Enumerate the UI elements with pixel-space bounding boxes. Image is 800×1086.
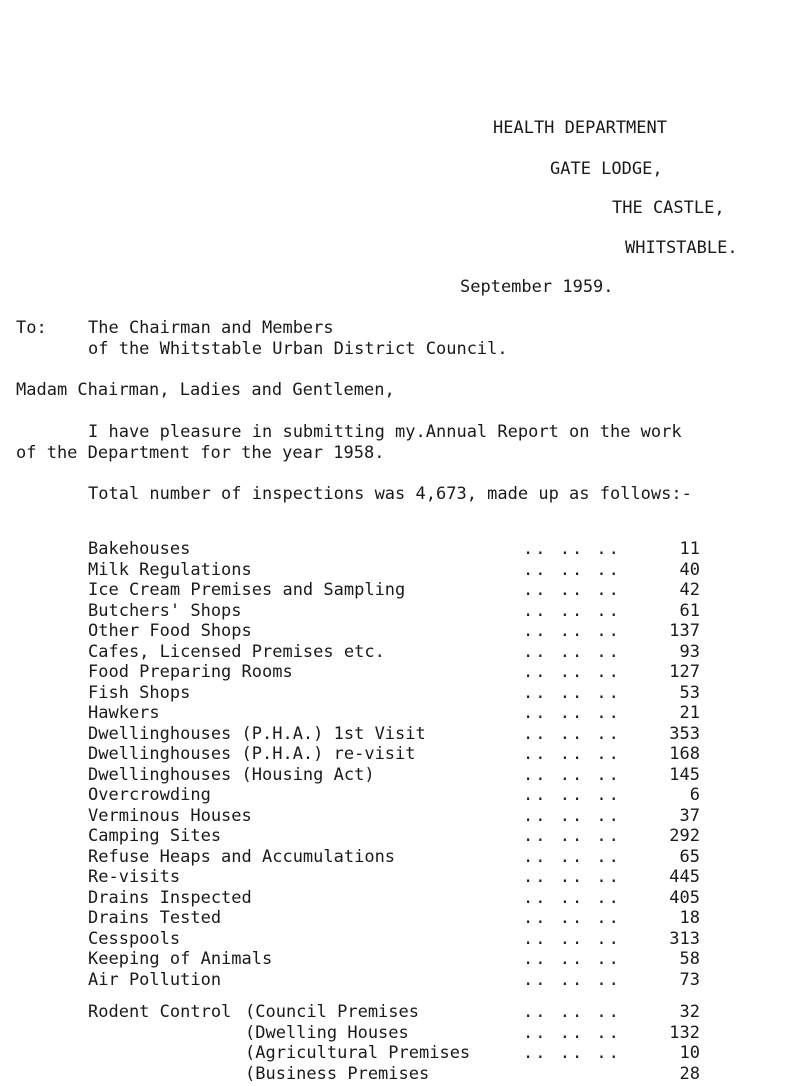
rodent-control-label: (Council Premises — [245, 1002, 419, 1022]
inspection-row — [88, 724, 700, 746]
inspection-row — [88, 642, 700, 664]
inspection-row — [88, 929, 700, 951]
inspection-row — [88, 970, 700, 992]
inspection-label: Cafes, Licensed Premises etc. — [88, 641, 385, 662]
inspection-count: 65 — [679, 846, 700, 867]
inspection-label: Dwellinghouses (P.H.A.) re-visit — [88, 744, 416, 764]
rodent-control-row — [88, 1064, 700, 1086]
inspection-count: 445 — [669, 867, 700, 887]
inspection-count: 42 — [679, 580, 700, 600]
inspection-label: Fish Shops — [88, 682, 191, 703]
inspection-label: Keeping of Animals — [88, 949, 273, 969]
inspection-label: Food Preparing Rooms — [88, 662, 293, 682]
inspection-count: 40 — [679, 559, 700, 580]
inspection-count: 313 — [669, 928, 700, 949]
inspection-row — [88, 539, 700, 561]
inspection-row — [88, 847, 700, 869]
inspection-label: Verminous Houses — [88, 805, 252, 826]
inspection-row — [88, 621, 700, 643]
inspection-count: 37 — [679, 805, 700, 826]
inspection-label: Butchers' Shops — [88, 600, 242, 621]
rodent-control-label: (Business Premises — [245, 1063, 430, 1084]
inspection-row — [88, 560, 700, 582]
inspection-row — [88, 683, 700, 705]
inspection-label: Cesspools — [88, 928, 181, 949]
inspection-row — [88, 580, 700, 602]
dot-leader: .. .. .. — [523, 805, 621, 826]
address-line-1: GATE LODGE, — [550, 159, 663, 179]
rodent-control-row — [88, 1023, 700, 1045]
salutation: Madam Chairman, Ladies and Gentlemen, — [16, 380, 395, 400]
dot-leader: .. .. .. — [523, 600, 621, 621]
inspection-label: Dwellinghouses (P.H.A.) 1st Visit — [88, 723, 426, 744]
inspection-row — [88, 601, 700, 623]
inspection-label: Drains Inspected — [88, 887, 252, 908]
rodent-control-count: 32 — [679, 1002, 700, 1022]
inspection-label: Bakehouses — [88, 539, 191, 559]
dot-leader: .. .. .. — [523, 928, 621, 949]
dot-leader: .. .. .. — [523, 1002, 621, 1022]
inspection-row — [88, 765, 700, 787]
inspection-label: Ice Cream Premises and Sampling — [88, 580, 406, 600]
department-heading: HEALTH DEPARTMENT — [493, 118, 667, 138]
inspection-label: Overcrowding — [88, 785, 211, 805]
inspection-label: Dwellinghouses (Housing Act) — [88, 764, 375, 785]
inspection-row — [88, 949, 700, 971]
recipient-line-2: of the Whitstable Urban District Council. — [88, 339, 508, 359]
inspection-count: 353 — [669, 723, 700, 744]
dot-leader: .. .. .. — [523, 723, 621, 744]
rodent-control-heading: Rodent Control — [88, 1002, 232, 1022]
inspection-row — [88, 662, 700, 684]
inspection-count: 292 — [669, 826, 700, 846]
inspection-row — [88, 744, 700, 766]
rodent-control-row — [88, 1043, 700, 1065]
dot-leader: .. .. .. — [523, 641, 621, 662]
dot-leader: .. .. .. — [523, 764, 621, 785]
body-paragraph-1-line-1: I have pleasure in submitting my.Annual Report on the work — [88, 422, 682, 442]
dot-leader: .. .. .. — [523, 846, 621, 867]
rodent-control-count: 132 — [669, 1022, 700, 1043]
inspection-count: 6 — [689, 785, 700, 805]
inspection-label: Air Pollution — [88, 969, 222, 990]
dot-leader: .. .. .. — [523, 949, 621, 969]
dot-leader: .. .. .. — [523, 703, 621, 723]
inspection-label: Milk Regulations — [88, 559, 252, 580]
rodent-control-label: (Agricultural Premises — [245, 1043, 471, 1063]
inspection-row — [88, 888, 700, 910]
inspection-label: Drains Tested — [88, 908, 222, 928]
inspection-row — [88, 703, 700, 725]
rodent-control-count: 10 — [679, 1043, 700, 1063]
recipient-line-1: The Chairman and Members — [88, 318, 334, 338]
dot-leader: .. .. .. — [523, 785, 621, 805]
dot-leader: .. .. .. — [523, 1043, 621, 1063]
letter-date: September 1959. — [460, 277, 614, 297]
dot-leader: .. .. .. — [523, 1022, 621, 1043]
dot-leader: .. .. .. — [523, 662, 621, 682]
inspection-count: 93 — [679, 641, 700, 662]
dot-leader: .. .. .. — [523, 969, 621, 990]
inspection-label: Refuse Heaps and Accumulations — [88, 846, 396, 867]
inspection-count: 137 — [669, 621, 700, 641]
to-label: To: — [16, 318, 47, 338]
inspection-count: 53 — [679, 682, 700, 703]
dot-leader: .. .. .. — [523, 580, 621, 600]
address-line-3: WHITSTABLE. — [625, 238, 738, 258]
dot-leader: .. .. .. — [523, 539, 621, 559]
dot-leader: .. .. .. — [523, 826, 621, 846]
dot-leader: .. .. .. — [523, 887, 621, 908]
inspection-label: Re-visits — [88, 867, 181, 887]
dot-leader: .. .. .. — [523, 867, 621, 887]
rodent-control-label: (Dwelling Houses — [245, 1022, 409, 1043]
inspection-label: Hawkers — [88, 703, 160, 723]
inspection-count: 61 — [679, 600, 700, 621]
inspection-row — [88, 826, 700, 848]
body-paragraph-2: Total number of inspections was 4,673, made up as follows:- — [88, 484, 692, 504]
inspection-count: 127 — [669, 662, 700, 682]
dot-leader: .. .. .. — [523, 744, 621, 764]
dot-leader: .. .. .. — [523, 559, 621, 580]
inspection-count: 21 — [679, 703, 700, 723]
rodent-control-count: 28 — [679, 1063, 700, 1084]
inspection-count: 18 — [679, 908, 700, 928]
inspection-count: 168 — [669, 744, 700, 764]
inspection-row — [88, 806, 700, 828]
address-line-2: THE CASTLE, — [612, 198, 725, 218]
rodent-control-row — [88, 1002, 700, 1024]
inspection-count: 73 — [679, 969, 700, 990]
dot-leader: .. .. .. — [523, 621, 621, 641]
inspection-row — [88, 867, 700, 889]
inspection-count: 58 — [679, 949, 700, 969]
inspection-row — [88, 908, 700, 930]
inspection-label: Other Food Shops — [88, 621, 252, 641]
body-paragraph-1-line-2: of the Department for the year 1958. — [16, 443, 385, 463]
inspection-count: 145 — [669, 764, 700, 785]
inspection-count: 11 — [679, 539, 700, 559]
dot-leader: .. .. .. — [523, 908, 621, 928]
dot-leader: .. .. .. — [523, 682, 621, 703]
inspection-row — [88, 785, 700, 807]
inspection-label: Camping Sites — [88, 826, 222, 846]
inspection-count: 405 — [669, 887, 700, 908]
